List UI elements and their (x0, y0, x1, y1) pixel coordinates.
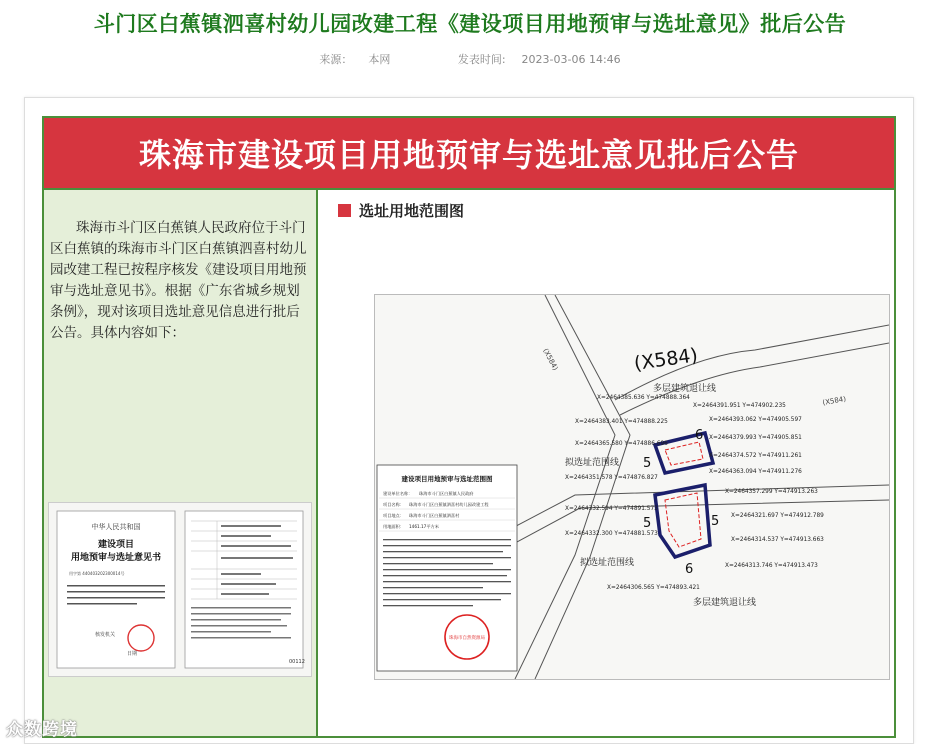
coord-14: X=2464314.537 Y=474913.663 (731, 537, 824, 543)
published-value: 2023-03-06 14:46 (521, 53, 621, 66)
coord-2: X=2464391.951 Y=474902.235 (693, 403, 786, 409)
road-label-right: (X584) (821, 394, 847, 407)
cert-title-2: 用地预审与选址意见书 (70, 553, 162, 563)
coord-7: X=2464374.572 Y=474911.261 (709, 453, 802, 459)
sheet-seal-text: 珠海市自然资源局 (449, 636, 485, 641)
source-label: 来源： (319, 53, 353, 66)
notice-banner: 珠海市建设项目用地预审与选址意见批后公告 (44, 118, 894, 190)
svg-text:5: 5 (711, 514, 720, 529)
watermark: 众数跨境 (6, 720, 78, 740)
svg-text:6: 6 (685, 562, 694, 577)
section-title-text: 选址用地范围图 (359, 202, 465, 220)
cert-code: 00112 (289, 659, 305, 665)
sheet-project-label: 项目名称： (383, 502, 404, 507)
sheet-applicant: 珠海市斗门区白蕉镇人民政府 (419, 491, 474, 496)
coord-3: X=2464383.401 Y=474888.225 (575, 419, 668, 425)
coord-16: X=2464306.565 Y=474893.421 (607, 585, 700, 591)
notice-panel (42, 116, 896, 738)
label-setback-top: 多层建筑退让线 (653, 384, 717, 394)
sheet-area: 1461.17平方米 (409, 524, 439, 529)
published-label: 发表时间: (457, 53, 506, 66)
coord-9: X=2464351.578 Y=474876.827 (565, 475, 658, 481)
sheet-area-label: 用地面积： (383, 524, 404, 529)
cert-country: 中华人民共和国 (91, 523, 141, 531)
certificate-image (48, 502, 312, 677)
section-title (338, 200, 464, 221)
coord-11: X=2464332.594 Y=474891.573 (565, 506, 658, 512)
section-marker-icon (338, 204, 351, 217)
road-label-left: (X584) (541, 347, 560, 372)
notice-intro-text: 珠海市斗门区白蕉镇人民政府位于斗门区白蕉镇的珠海市斗门区白蕉镇泗喜村幼儿园改建工程已按程序核发《建设项目用地预审与选址意见书》。根据《广东省城乡规划条例》，现对该项目选址意见信息进行批后公告。具体内容如下： (50, 220, 307, 341)
sheet-project: 珠海市斗门区白蕉镇泗喜村幼儿园改建工程 (409, 502, 489, 507)
road-name: (X584) (632, 344, 700, 375)
label-setback-bottom: 多层建筑退让线 (693, 598, 757, 608)
cert-issuer: 核发机关 (95, 632, 116, 638)
notice-left-column (44, 190, 318, 736)
svg-text:5: 5 (643, 516, 652, 531)
coord-1: X=2464385.636 Y=474888.364 (597, 395, 690, 401)
coord-6: X=2464379.993 Y=474905.851 (709, 435, 802, 441)
cert-number: 用字第 440403202300014号 (69, 571, 125, 576)
coord-10: X=2464357.299 Y=474913.263 (725, 489, 818, 495)
svg-text:5: 5 (643, 456, 652, 471)
coord-8: X=2464363.094 Y=474911.276 (709, 469, 802, 475)
site-map-drawing (375, 295, 889, 679)
certificate-drawing (49, 503, 311, 676)
range-sheet (377, 465, 517, 671)
source-value: 本网 (368, 53, 391, 66)
certificate-detail-page (185, 511, 303, 668)
coord-12: X=2464321.697 Y=474912.789 (731, 513, 824, 519)
certificate-cover (57, 511, 175, 668)
svg-text:6: 6 (695, 428, 704, 443)
cert-date: 日期 (127, 651, 138, 657)
site-north (655, 433, 713, 473)
sheet-location: 珠海市斗门区白蕉镇泗喜村 (409, 513, 460, 518)
site-map-image (374, 294, 890, 680)
coord-5: X=2464365.580 Y=474886.696 (575, 441, 668, 447)
label-site-range-1: 拟选址范围线 (565, 458, 620, 468)
article-title: 斗门区白蕉镇泗喜村幼儿园改建工程《建设项目用地预审与选址意见》批后公告 (93, 12, 847, 36)
coord-4: X=2464393.062 Y=474905.597 (709, 417, 802, 423)
sheet-location-label: 项目地点： (383, 513, 404, 518)
coord-15: X=2464313.746 Y=474913.473 (725, 563, 818, 569)
label-site-range-2: 拟选址范围线 (580, 558, 635, 568)
sheet-title: 建设项目用地预审与选址范围图 (401, 475, 493, 483)
coord-13: X=2464332.300 Y=474881.573 (565, 531, 658, 537)
notice-right-column (318, 190, 894, 736)
site-south (655, 485, 710, 557)
sheet-applicant-label: 建设单位名称： (383, 491, 413, 496)
cert-title-1: 建设项目 (97, 540, 135, 550)
article-meta (0, 51, 940, 67)
